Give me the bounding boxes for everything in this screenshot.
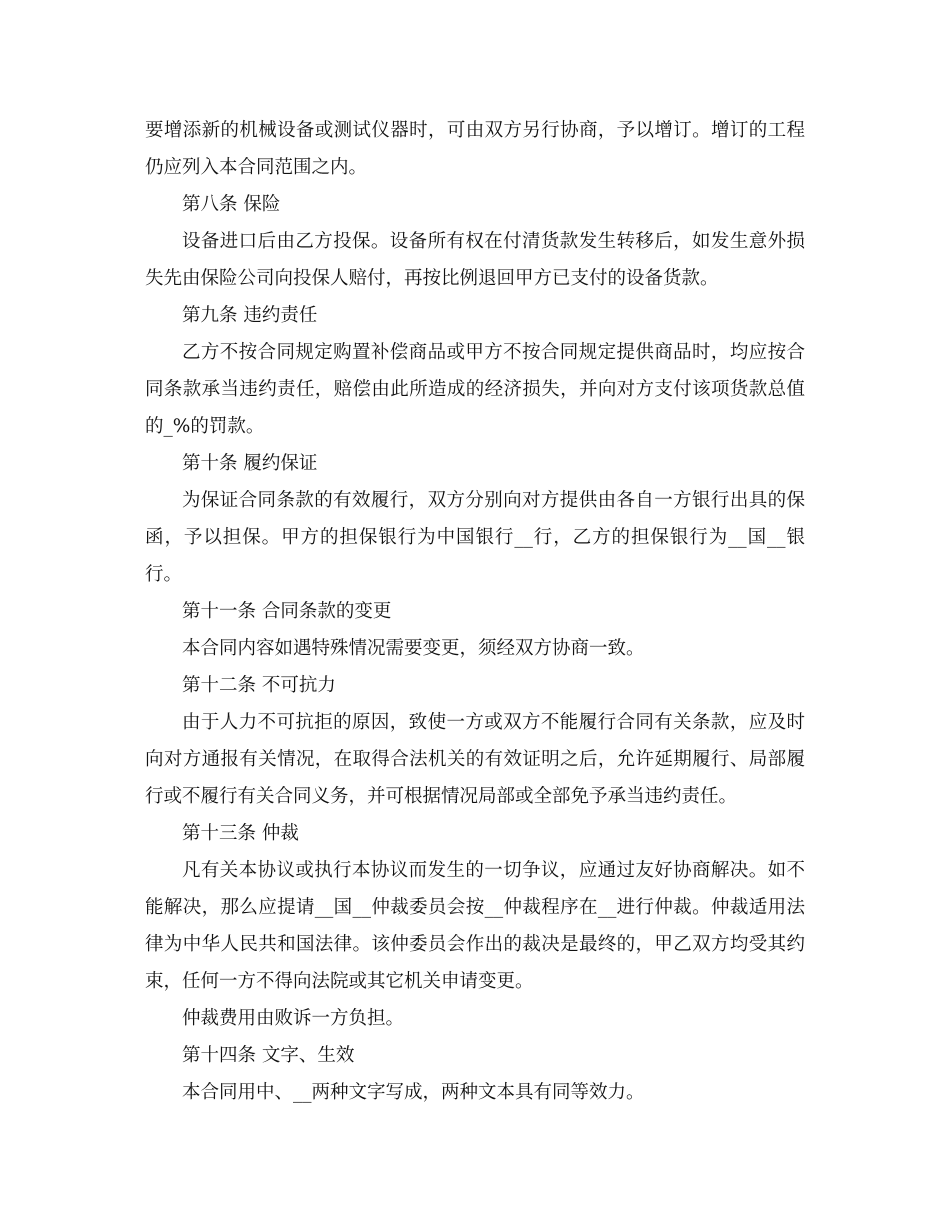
document-body [145,112,805,1111]
heading-article-10: 第十条 履约保证 [182,453,318,474]
paragraph-performance-guarantee: 为保证合同条款的有效履行，双方分别向对方提供由各自一方银行出具的保函，予以担保。甲方的担保银行为中国银行__行，乙方的担保银行为__国__银行。 [145,490,805,585]
heading-article-8: 第八条 保险 [182,194,281,215]
paragraph-contract-change: 本合同内容如遇特殊情况需要变更，须经双方协商一致。 [182,638,645,659]
paragraph-liability: 乙方不按合同规定购置补偿商品或甲方不按合同规定提供商品时，均应按合同条款承当违约责任，赔偿由此所造成的经济损失，并向对方支付该项货款总值的_%的罚款。 [145,342,805,437]
heading-article-13: 第十三条 仲裁 [182,823,299,844]
paragraph-force-majeure: 由于人力不可抗拒的原因，致使一方或双方不能履行合同有关条款，应及时向对方通报有关情况，在取得合法机关的有效证明之后，允许延期履行、局部履行或不履行有关合同义务，并可根据情况局部或全部免予承当违约责任。 [145,712,805,807]
heading-article-11: 第十一条 合同条款的变更 [182,601,392,622]
paragraph-arbitration-fee: 仲裁费用由败诉一方负担。 [182,1008,405,1029]
paragraph-equipment-addition: 要增添新的机械设备或测试仪器时，可由双方另行协商，予以增订。增订的工程仍应列入本合同范围之内。 [145,120,805,178]
heading-article-12: 第十二条 不可抗力 [182,675,336,696]
paragraph-language-validity: 本合同用中、__两种文字写成，两种文本具有同等效力。 [182,1082,645,1103]
heading-article-14: 第十四条 文字、生效 [182,1045,355,1066]
paragraph-insurance: 设备进口后由乙方投保。设备所有权在付清货款发生转移后，如发生意外损失先由保险公司向投保人赔付，再按比例退回甲方已支付的设备货款。 [145,231,805,289]
heading-article-9: 第九条 违约责任 [182,305,318,326]
paragraph-arbitration: 凡有关本协议或执行本协议而发生的一切争议，应通过友好协商解决。如不能解决，那么应提请__国__仲裁委员会按__仲裁程序在__进行仲裁。仲裁适用法律为中华人民共和国法律。该仲委员会作出的裁决是最终的，甲乙双方均受其约束，任何一方不得向法院或其它机关申请变更。 [145,860,805,992]
